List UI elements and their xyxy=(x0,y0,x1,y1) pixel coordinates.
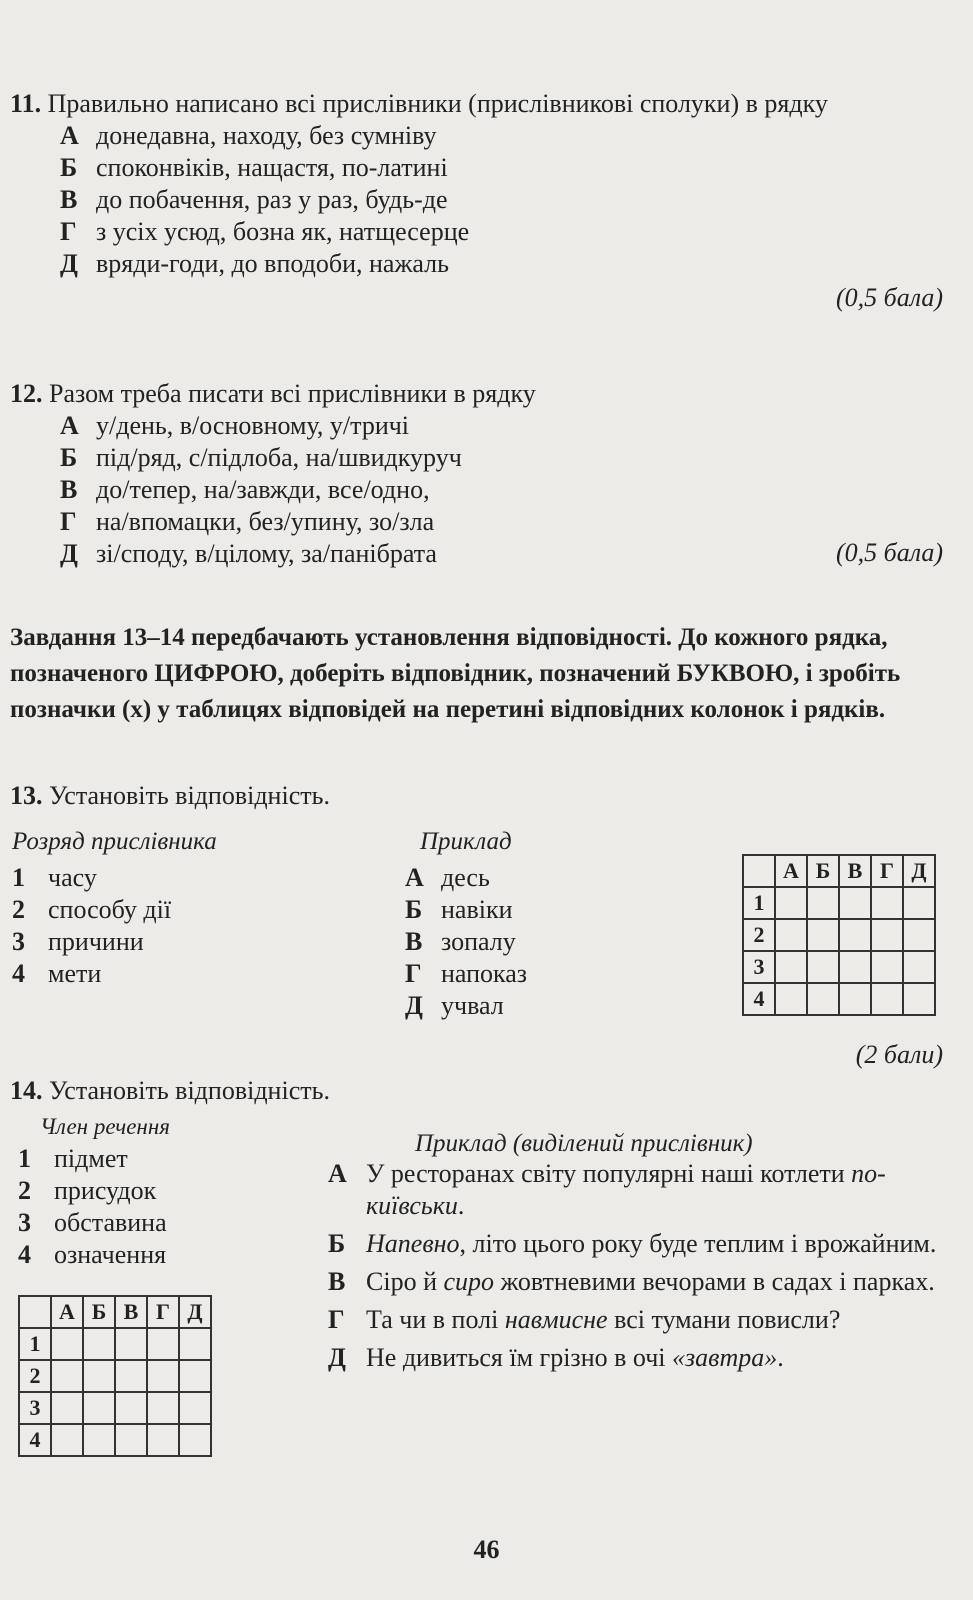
answer-cell[interactable] xyxy=(83,1360,115,1392)
answer-cell[interactable] xyxy=(839,919,871,951)
score-11: (0,5 бала) xyxy=(835,283,943,312)
column-head-left: Розряд прислівника xyxy=(12,828,217,855)
answer-cell[interactable] xyxy=(147,1360,179,1392)
answer-cell[interactable] xyxy=(807,919,839,951)
list-item: 3 причини xyxy=(12,927,144,956)
answer-cell[interactable] xyxy=(903,887,935,919)
list-item: Б навіки xyxy=(405,895,513,924)
q14-examples xyxy=(328,1158,953,1374)
answer-cell[interactable] xyxy=(83,1424,115,1456)
answer-cell[interactable] xyxy=(83,1392,115,1424)
column-head-right: Приклад xyxy=(420,828,512,855)
q14-left-list xyxy=(18,1143,167,1271)
option-a: А донедавна, находу, без сумніву xyxy=(60,121,437,150)
instruction-text: Завдання 13–14 передбачають установлення відповідності. До кожного рядка, позначеного ЦИФРОЮ, доберіть відповідник, позначений БУКВОЮ, і зробіть позначки (х) у таблицях відповідей на перетині відповідних колонок і рядків. xyxy=(10,624,901,723)
question-number: 12. xyxy=(10,379,43,408)
question-11-text: 11. Правильно написано всі прислівники (прислівникові сполуки) в рядку xyxy=(10,89,828,118)
list-item: 1 підмет xyxy=(18,1144,128,1173)
example-b: Б Напевно, літо цього року буде теплим і врожайним. xyxy=(328,1229,937,1258)
answer-cell[interactable] xyxy=(115,1328,147,1360)
list-item: 4 мети xyxy=(12,959,102,988)
answer-cell[interactable] xyxy=(775,887,807,919)
example-a: А У ресторанах світу популярні наші котлети по-київськи. xyxy=(328,1159,886,1220)
answer-cell[interactable] xyxy=(51,1360,83,1392)
answer-cell[interactable] xyxy=(51,1328,83,1360)
score-13: (2 бали) xyxy=(855,1040,943,1069)
list-item: 2 способу дії xyxy=(12,895,172,924)
answer-cell[interactable] xyxy=(839,887,871,919)
answer-cell[interactable] xyxy=(839,983,871,1015)
answer-cell[interactable] xyxy=(179,1392,211,1424)
example-g: Г Та чи в полі навмисне всі тумани повисли? xyxy=(328,1305,841,1334)
answer-cell[interactable] xyxy=(839,951,871,983)
list-item: 2 присудок xyxy=(18,1176,157,1205)
question-13 xyxy=(10,780,948,812)
list-item: А десь xyxy=(405,863,490,892)
option-b: Б споконвіків, нащастя, по-латині xyxy=(60,153,448,182)
question-14-text: 14. Установіть відповідність. xyxy=(10,1076,330,1105)
answer-cell[interactable] xyxy=(51,1424,83,1456)
answer-cell[interactable] xyxy=(147,1392,179,1424)
column-head-right: Приклад (виділений прислівник) xyxy=(415,1130,753,1157)
answer-cell[interactable] xyxy=(903,983,935,1015)
list-item: В зопалу xyxy=(405,927,516,956)
list-item: Д учвал xyxy=(405,991,504,1020)
question-14 xyxy=(10,1075,948,1107)
column-head-left: Член речення xyxy=(40,1114,170,1139)
answer-cell[interactable] xyxy=(871,887,903,919)
option-g: Г на/впомацки, без/упину, зо/зла xyxy=(60,507,435,536)
question-12 xyxy=(10,378,948,570)
example-d: Д Не дивиться їм грізно в очі «завтра». xyxy=(328,1343,784,1372)
list-item: Г напоказ xyxy=(405,959,528,988)
answer-cell[interactable] xyxy=(775,983,807,1015)
q13-left-list xyxy=(12,862,171,990)
list-item: 1 часу xyxy=(12,863,97,892)
answer-cell[interactable] xyxy=(871,951,903,983)
list-item: 4 означення xyxy=(18,1240,167,1269)
option-b: Б під/ряд, с/підлоба, на/швидкуруч xyxy=(60,443,462,472)
answer-cell[interactable] xyxy=(807,983,839,1015)
answer-cell[interactable] xyxy=(807,951,839,983)
answer-cell[interactable] xyxy=(775,919,807,951)
answer-grid-13: А Б В Г Д 1 2 3 4 xyxy=(742,854,936,1016)
answer-cell[interactable] xyxy=(179,1360,211,1392)
answer-cell[interactable] xyxy=(775,951,807,983)
answer-cell[interactable] xyxy=(147,1424,179,1456)
answer-grid-14: А Б В Г Д 1 2 3 4 xyxy=(18,1295,212,1457)
answer-cell[interactable] xyxy=(903,951,935,983)
answer-cell[interactable] xyxy=(903,919,935,951)
list-item: 3 обставина xyxy=(18,1208,167,1237)
option-g: Г з усіх усюд, бозна як, натщесерце xyxy=(60,217,470,246)
answer-cell[interactable] xyxy=(179,1424,211,1456)
answer-cell[interactable] xyxy=(51,1392,83,1424)
page-number: 46 xyxy=(473,1535,500,1564)
question-number: 11. xyxy=(10,89,42,118)
answer-cell[interactable] xyxy=(147,1328,179,1360)
answer-cell[interactable] xyxy=(115,1392,147,1424)
score-12: (0,5 бала) xyxy=(835,538,943,567)
option-a: А у/день, в/основному, у/тричі xyxy=(60,411,410,440)
question-13-text: 13. Установіть відповідність. xyxy=(10,781,330,810)
answer-cell[interactable] xyxy=(807,887,839,919)
answer-cell[interactable] xyxy=(115,1424,147,1456)
option-v: В до побачення, раз у раз, будь-де xyxy=(60,185,448,214)
question-11 xyxy=(10,88,948,280)
question-12-text: 12. Разом треба писати всі прислівники в рядку xyxy=(10,379,536,408)
option-d: Д зі/споду, в/цілому, за/панібрата xyxy=(60,539,437,568)
answer-cell[interactable] xyxy=(115,1360,147,1392)
option-v: В до/тепер, на/завжди, все/одно, xyxy=(60,475,430,504)
answer-cell[interactable] xyxy=(871,983,903,1015)
example-v: В Сіро й сиро жовтневими вечорами в садах і парках. xyxy=(328,1267,935,1296)
option-d: Д вряди-годи, до вподоби, нажаль xyxy=(60,249,450,278)
q13-right-list xyxy=(405,862,527,1022)
answer-cell[interactable] xyxy=(83,1328,115,1360)
answer-cell[interactable] xyxy=(871,919,903,951)
answer-cell[interactable] xyxy=(179,1328,211,1360)
